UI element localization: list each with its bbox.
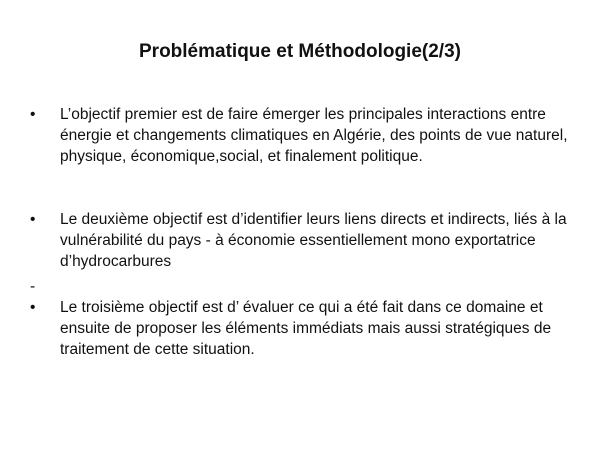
bullet-marker: • — [30, 106, 36, 123]
bullet-item-objectif-1 — [30, 104, 575, 167]
bullet-item-objectif-2 — [30, 209, 575, 272]
bullet-text: L’objectif premier est de faire émerger les principales interactions entre énergie et changements climatiques en Algérie, des points de vue naturel, physique, économique,social, et finalement politique. — [60, 106, 568, 165]
bullet-text: Le deuxième objectif est d’identifier leurs liens directs et indirects, liés à la vulnérabilité du pays - à économie essentiellement mono exportatrice d’hydrocarbures — [60, 211, 567, 270]
bullet-marker: • — [30, 211, 36, 228]
dash-marker: - — [30, 278, 36, 295]
bullet-item-dash — [30, 276, 575, 297]
bullet-marker: • — [30, 299, 36, 316]
slide-title: Problématique et Méthodologie(2/3) — [139, 41, 461, 62]
bullet-list — [30, 104, 575, 360]
bullet-text — [60, 276, 575, 297]
bullet-text: Le troisième objectif est d’ évaluer ce qui a été fait dans ce domaine et ensuite de proposer les éléments immédiats mais aussi stratégiques de traitement de cette situation. — [60, 299, 552, 358]
bullet-item-objectif-3 — [30, 297, 575, 360]
